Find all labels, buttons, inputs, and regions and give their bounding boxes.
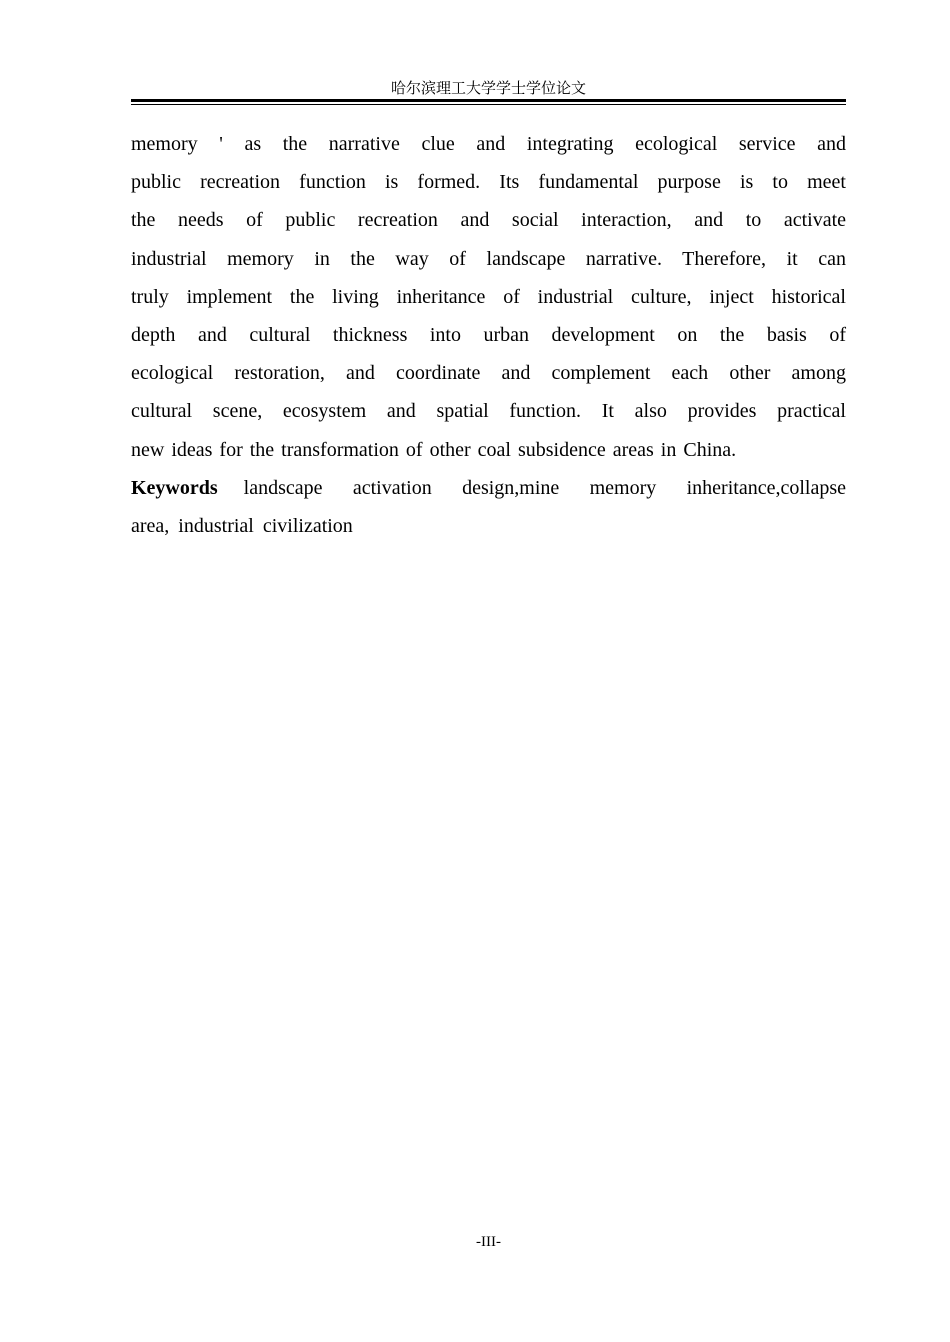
- abstract-line: truly implement the living inheritance of industrial culture, inject historical: [131, 285, 846, 308]
- abstract-line: the needs of public recreation and social interaction, and to activate: [131, 209, 846, 232]
- header-rule-thin: [131, 104, 846, 105]
- abstract-line: public recreation function is formed. Its fundamental purpose is to meet: [131, 171, 846, 194]
- keywords-label: Keywords: [131, 477, 218, 499]
- keywords-block: [131, 469, 846, 545]
- abstract-line: new ideas for the transformation of other coal subsidence areas in China.: [131, 438, 737, 461]
- abstract-line: cultural scene, ecosystem and spatial function. It also provides practical: [131, 400, 846, 423]
- page-number: -III-: [476, 1234, 501, 1250]
- abstract-line: ecological restoration, and coordinate and complement each other among: [131, 362, 846, 385]
- keywords-text-1: landscape activation design,mine memory inheritance,collapse: [243, 477, 846, 499]
- abstract-line: memory ' as the narrative clue and integrating ecological service and: [131, 133, 846, 155]
- abstract-line: depth and cultural thickness into urban development on the basis of: [131, 324, 846, 347]
- abstract-body: [131, 125, 846, 469]
- keywords-text-2: area, industrial civilization: [131, 515, 353, 538]
- header-rule-thick: [131, 99, 846, 102]
- keywords-line-1: [131, 469, 846, 507]
- abstract-line: industrial memory in the way of landscape narrative. Therefore, it can: [131, 247, 846, 270]
- page-header-title: 哈尔滨理工大学学士学位论文: [390, 79, 586, 97]
